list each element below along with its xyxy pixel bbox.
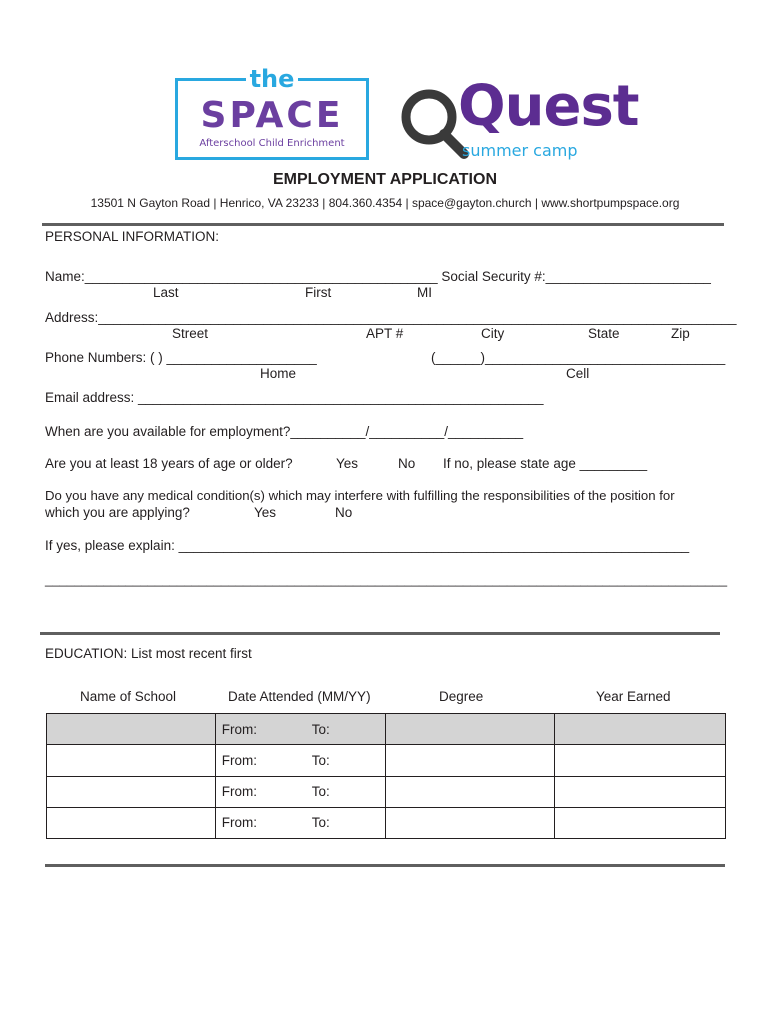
col-header-year: Year Earned	[596, 689, 671, 704]
logo-space-text: SPACE	[200, 95, 344, 136]
medical-no-option[interactable]: No	[335, 505, 353, 520]
school-cell[interactable]	[47, 807, 216, 838]
age-followup-field[interactable]: If no, please state age _________	[443, 456, 648, 471]
availability-field[interactable]: When are you available for employment?__________/__________/__________	[45, 424, 524, 439]
address-street-label: Street	[172, 326, 209, 341]
education-table	[46, 713, 726, 839]
medical-question-line1: Do you have any medical condition(s) which may interfere with fulfilling the responsibilities of the position for	[45, 488, 675, 503]
phone-home-label: Home	[260, 366, 297, 381]
contact-info: 13501 N Gayton Road | Henrico, VA 23233 | 804.360.4354 | space@gayton.church | www.shortpumpspace.org	[90, 196, 680, 210]
phone-cell-label: Cell	[566, 366, 590, 381]
the-space-logo	[175, 65, 369, 160]
col-header-school: Name of School	[80, 689, 177, 704]
year-cell[interactable]	[555, 714, 726, 745]
cell-phone-field[interactable]: (______)________________________________	[431, 350, 726, 365]
school-cell[interactable]	[47, 714, 216, 745]
address-city-label: City	[481, 326, 505, 341]
school-cell[interactable]	[47, 745, 216, 776]
degree-cell[interactable]	[385, 776, 555, 807]
explain-field-continued[interactable]: _____________________________________________________________________________________________	[45, 572, 728, 587]
logo-quest-text: Quest	[458, 74, 639, 139]
to-label: To:	[311, 721, 330, 737]
table-row	[47, 745, 726, 776]
degree-cell[interactable]	[385, 745, 555, 776]
address-state-label: State	[588, 326, 620, 341]
col-header-degree: Degree	[439, 689, 484, 704]
date-cell[interactable]	[215, 714, 385, 745]
page-title: EMPLOYMENT APPLICATION	[273, 171, 497, 188]
name-field[interactable]: Name:_______________________________________________ Social Security #:______________________	[45, 269, 711, 284]
to-label: To:	[311, 784, 330, 800]
medical-yes-option[interactable]: Yes	[254, 505, 277, 520]
home-phone-field[interactable]: Phone Numbers: ( ) ____________________	[45, 350, 317, 365]
date-cell[interactable]	[215, 745, 385, 776]
logo-quest-subtitle: summer camp	[462, 141, 578, 160]
name-first-label: First	[305, 285, 332, 300]
year-cell[interactable]	[555, 776, 726, 807]
from-label: From:	[221, 784, 257, 800]
address-apt-label: APT #	[366, 326, 404, 341]
year-cell[interactable]	[555, 807, 726, 838]
address-zip-label: Zip	[671, 326, 690, 341]
quest-summer-camp-logo	[398, 74, 639, 164]
medical-question-line2: which you are applying?	[45, 505, 190, 520]
to-label: To:	[311, 815, 330, 831]
name-mi-label: MI	[417, 285, 432, 300]
explain-field[interactable]: If yes, please explain: ____________________________________________________________________	[45, 538, 690, 553]
from-label: From:	[221, 721, 257, 737]
age-yes-option[interactable]: Yes	[336, 456, 359, 471]
date-cell[interactable]	[215, 807, 385, 838]
education-heading: EDUCATION: List most recent first	[45, 646, 252, 661]
degree-cell[interactable]	[385, 714, 555, 745]
table-row	[47, 807, 726, 838]
to-label: To:	[311, 752, 330, 768]
divider-bottom	[45, 864, 725, 867]
age-no-option[interactable]: No	[398, 456, 416, 471]
school-cell[interactable]	[47, 776, 216, 807]
logo-space-subtitle: Afterschool Child Enrichment	[199, 138, 345, 149]
logo-the-text: the	[246, 65, 299, 93]
table-row	[47, 776, 726, 807]
from-label: From:	[221, 815, 257, 831]
age-question: Are you at least 18 years of age or older?	[45, 456, 293, 471]
address-field[interactable]: Address:_____________________________________________________________________________________	[45, 310, 737, 325]
personal-info-heading: PERSONAL INFORMATION:	[45, 229, 220, 244]
divider-top	[42, 223, 724, 226]
name-last-label: Last	[153, 285, 179, 300]
email-field[interactable]: Email address: ______________________________________________________	[45, 390, 544, 405]
year-cell[interactable]	[555, 745, 726, 776]
col-header-date: Date Attended (MM/YY)	[228, 689, 371, 704]
divider-middle	[40, 632, 720, 635]
degree-cell[interactable]	[385, 807, 555, 838]
from-label: From:	[221, 752, 257, 768]
table-row	[47, 714, 726, 745]
date-cell[interactable]	[215, 776, 385, 807]
